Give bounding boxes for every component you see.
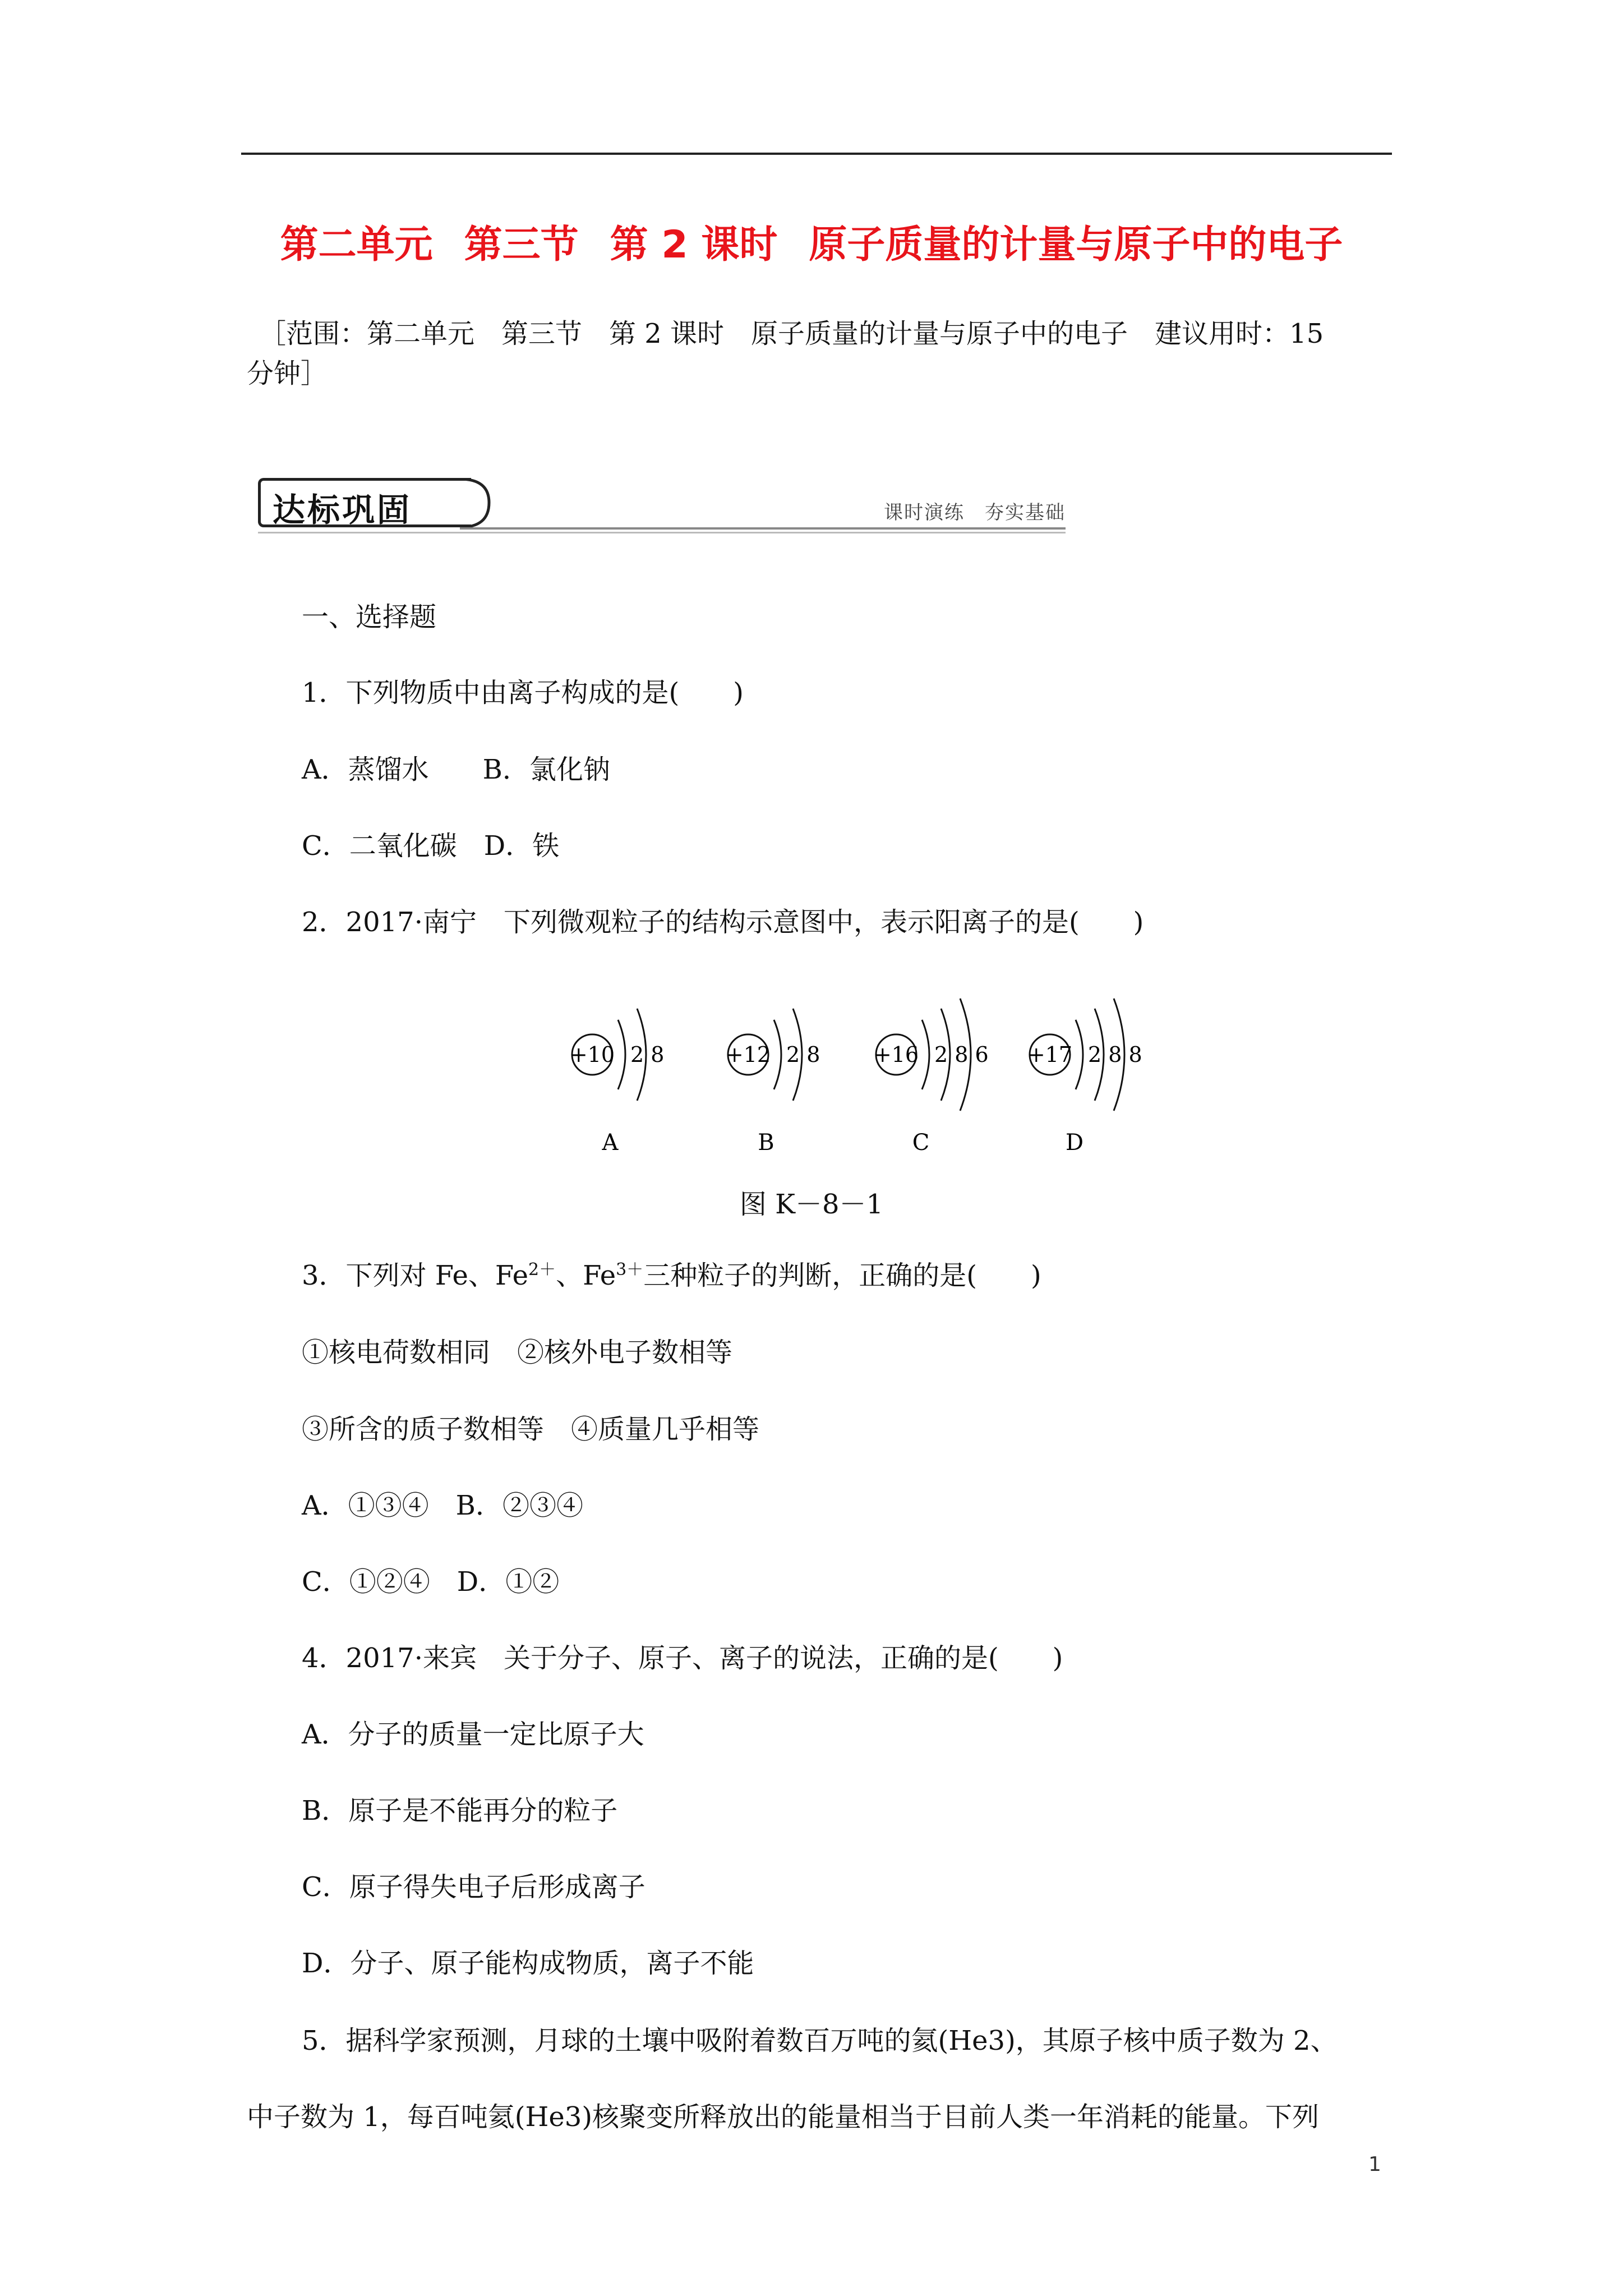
atom-diagram-d <box>1027 999 1142 1156</box>
section-banner <box>258 478 1066 540</box>
q1-options-cd: C．二氧化碳 D．铁 <box>302 830 560 862</box>
atom-c-label: C <box>912 1130 930 1156</box>
q2-stem: 2．2017·南宁 下列微观粒子的结构示意图中，表示阳离子的是( ) <box>302 907 1144 938</box>
banner-curve-icon <box>460 478 494 530</box>
figure-caption: 图 K－8－1 <box>739 1189 884 1220</box>
atom-structure-diagrams <box>0 976 1623 1156</box>
atom-diagram-svg <box>0 976 1623 1156</box>
q1-stem: 1．下列物质中由离子构成的是( ) <box>302 677 744 708</box>
top-rule <box>241 153 1392 155</box>
q4-stem: 4．2017·来宾 关于分子、原子、离子的说法，正确的是( ) <box>302 1642 1063 1674</box>
page-title <box>0 214 1623 269</box>
atom-diagram-c <box>874 999 989 1156</box>
title-section: 第三节 <box>464 223 579 267</box>
title-lesson: 第 2 课时 <box>610 223 778 267</box>
q3-options-ab: A．①③④ B．②③④ <box>302 1490 583 1521</box>
title-unit: 第二单元 <box>280 223 433 267</box>
banner-underline-thin <box>258 532 1066 533</box>
atom-b-label: B <box>758 1130 774 1156</box>
banner-subtitle: 课时演练 夯实基础 <box>884 501 1066 524</box>
atom-a-nucleus: +10 <box>569 1042 615 1067</box>
q5-line-1: 5．据科学家预测，月球的土壤中吸附着数百万吨的氦(He3)，其原子核中质子数为 2、 <box>302 2025 1338 2056</box>
atom-a-label: A <box>602 1130 619 1156</box>
atom-d-nucleus: +17 <box>1027 1042 1073 1067</box>
q3-stem-part-c: 三种粒子的判断，正确的是( ) <box>643 1260 1041 1291</box>
atom-d-label: D <box>1065 1130 1084 1156</box>
atom-a-electrons: 2 8 <box>630 1042 665 1067</box>
q4-option-b: B．原子是不能再分的粒子 <box>302 1795 618 1826</box>
section-heading: 一、选择题 <box>302 601 437 633</box>
scope-line-2: 分钟］ <box>247 358 328 389</box>
q4-option-d: D．分子、原子能构成物质，离子不能 <box>302 1948 754 1979</box>
banner-underline <box>460 527 1066 530</box>
q4-option-a: A．分子的质量一定比原子大 <box>302 1719 644 1750</box>
q3-superscript-1: 2＋ <box>528 1260 556 1280</box>
q3-superscript-2: 3＋ <box>616 1260 644 1280</box>
q3-options-cd: C．①②④ D．①② <box>302 1566 560 1598</box>
q5-line-2: 中子数为 1，每百吨氦(He3)核聚变所释放出的能量相当于目前人类一年消耗的能量。下列 <box>247 2101 1320 2133</box>
title-topic: 原子质量的计量与原子中的电子 <box>809 223 1343 267</box>
scope-line-1: ［范围：第二单元 第三节 第 2 课时 原子质量的计量与原子中的电子 建议用时：15 <box>259 318 1324 349</box>
atom-c-nucleus: +16 <box>873 1042 919 1067</box>
atom-b-nucleus: +12 <box>725 1042 771 1067</box>
q3-statements-2: ③所含的质子数相等 ④质量几乎相等 <box>302 1414 760 1445</box>
atom-b-electrons: 2 8 <box>786 1042 820 1067</box>
atom-c-electrons: 2 8 6 <box>934 1042 989 1067</box>
q3-stem-part-b: 、Fe <box>556 1260 616 1291</box>
q3-stem-part-a: 3．下列对 Fe、Fe <box>302 1260 528 1291</box>
q4-option-c: C．原子得失电子后形成离子 <box>302 1871 645 1903</box>
q1-options-ab: A．蒸馏水 B．氯化钠 <box>302 754 610 785</box>
atom-d-electrons: 2 8 8 <box>1088 1042 1142 1067</box>
atom-diagram-b <box>726 1009 820 1156</box>
page-number: 1 <box>1368 2153 1381 2176</box>
banner-title: 达标巩固 <box>273 491 412 529</box>
q3-statements-1: ①核电荷数相同 ②核外电子数相等 <box>302 1337 733 1368</box>
atom-diagram-a <box>570 1009 665 1156</box>
q3-stem <box>302 1259 1041 1292</box>
